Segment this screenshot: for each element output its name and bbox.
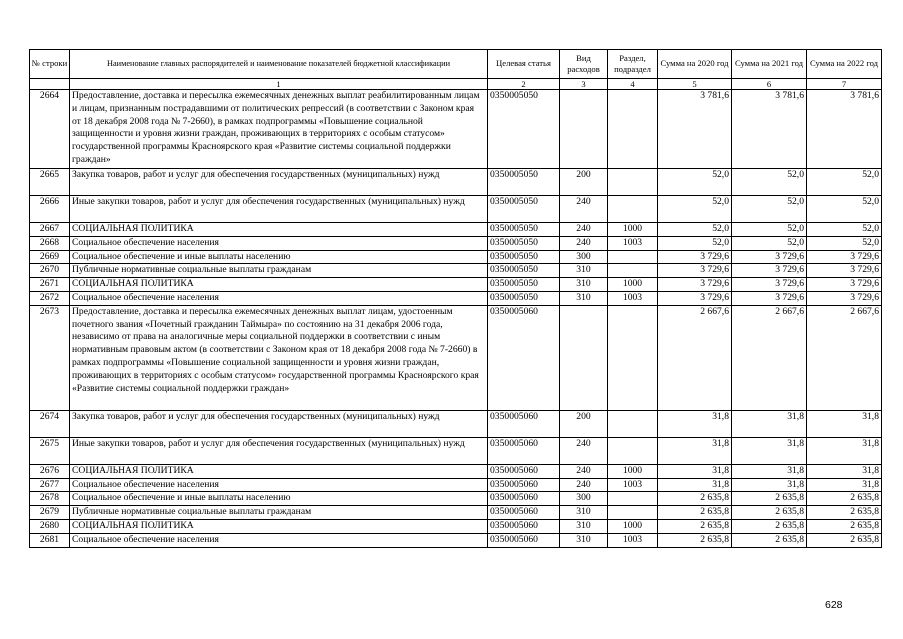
row-name: Социальное обеспечение населения xyxy=(70,533,488,547)
row-number: 2680 xyxy=(30,519,70,533)
row-sum-2020: 2 635,8 xyxy=(658,533,732,547)
row-sum-2022: 2 635,8 xyxy=(807,506,882,520)
row-section xyxy=(608,437,658,464)
row-sum-2021: 2 635,8 xyxy=(732,519,807,533)
table-body xyxy=(30,90,882,548)
column-number: 1 xyxy=(70,79,488,90)
row-name: СОЦИАЛЬНАЯ ПОЛИТИКА xyxy=(70,519,488,533)
row-section xyxy=(608,492,658,506)
row-name: СОЦИАЛЬНАЯ ПОЛИТИКА xyxy=(70,223,488,237)
row-target-code: 0350005050 xyxy=(488,196,560,223)
row-sum-2021: 52,0 xyxy=(732,223,807,237)
row-expense-type: 240 xyxy=(560,464,608,478)
row-name: Социальное обеспечение населения xyxy=(70,291,488,305)
row-sum-2020: 31,8 xyxy=(658,437,732,464)
row-sum-2020: 52,0 xyxy=(658,169,732,196)
row-sum-2020: 2 635,8 xyxy=(658,492,732,506)
row-number: 2675 xyxy=(30,437,70,464)
row-section xyxy=(608,169,658,196)
row-sum-2022: 3 729,6 xyxy=(807,278,882,292)
row-expense-type: 200 xyxy=(560,169,608,196)
row-number: 2679 xyxy=(30,506,70,520)
row-number: 2674 xyxy=(30,410,70,437)
row-sum-2022: 31,8 xyxy=(807,464,882,478)
row-number: 2672 xyxy=(30,291,70,305)
row-target-code: 0350005060 xyxy=(488,478,560,492)
row-expense-type: 310 xyxy=(560,506,608,520)
row-sum-2020: 3 781,6 xyxy=(658,90,732,169)
table-row xyxy=(30,264,882,278)
row-sum-2021: 2 667,6 xyxy=(732,305,807,410)
row-expense-type: 200 xyxy=(560,410,608,437)
column-number-empty xyxy=(30,79,70,90)
row-sum-2022: 3 729,6 xyxy=(807,250,882,264)
row-name: Иные закупки товаров, работ и услуг для обеспечения государственных (муниципальных) нужд xyxy=(70,437,488,464)
column-number: 7 xyxy=(807,79,882,90)
header-row-no: № строки xyxy=(30,50,70,79)
table-row xyxy=(30,437,882,464)
column-number-row xyxy=(30,79,882,90)
header-section: Раздел, подраздел xyxy=(608,50,658,79)
row-section: 1003 xyxy=(608,236,658,250)
row-number: 2669 xyxy=(30,250,70,264)
row-sum-2021: 2 635,8 xyxy=(732,533,807,547)
row-expense-type: 240 xyxy=(560,437,608,464)
row-sum-2020: 52,0 xyxy=(658,196,732,223)
row-sum-2020: 31,8 xyxy=(658,464,732,478)
row-name: Социальное обеспечение населения xyxy=(70,478,488,492)
row-target-code: 0350005060 xyxy=(488,492,560,506)
row-sum-2021: 52,0 xyxy=(732,169,807,196)
row-target-code: 0350005060 xyxy=(488,519,560,533)
table-row xyxy=(30,410,882,437)
row-expense-type: 240 xyxy=(560,196,608,223)
row-sum-2022: 2 635,8 xyxy=(807,533,882,547)
row-target-code: 0350005060 xyxy=(488,410,560,437)
row-section xyxy=(608,305,658,410)
row-sum-2020: 2 635,8 xyxy=(658,519,732,533)
row-name: Социальное обеспечение и иные выплаты населению xyxy=(70,492,488,506)
row-expense-type: 310 xyxy=(560,519,608,533)
row-sum-2021: 31,8 xyxy=(732,464,807,478)
row-target-code: 0350005050 xyxy=(488,169,560,196)
row-expense-type: 310 xyxy=(560,278,608,292)
row-number: 2665 xyxy=(30,169,70,196)
row-expense-type: 310 xyxy=(560,533,608,547)
table-row xyxy=(30,196,882,223)
row-sum-2020: 3 729,6 xyxy=(658,264,732,278)
row-target-code: 0350005060 xyxy=(488,305,560,410)
row-sum-2022: 31,8 xyxy=(807,410,882,437)
row-name: СОЦИАЛЬНАЯ ПОЛИТИКА xyxy=(70,278,488,292)
row-target-code: 0350005050 xyxy=(488,291,560,305)
row-sum-2021: 3 729,6 xyxy=(732,291,807,305)
row-sum-2020: 3 729,6 xyxy=(658,291,732,305)
row-sum-2020: 31,8 xyxy=(658,478,732,492)
row-target-code: 0350005050 xyxy=(488,278,560,292)
table-row xyxy=(30,464,882,478)
row-sum-2022: 52,0 xyxy=(807,223,882,237)
row-number: 2677 xyxy=(30,478,70,492)
row-sum-2020: 2 667,6 xyxy=(658,305,732,410)
row-name: Социальное обеспечение и иные выплаты населению xyxy=(70,250,488,264)
row-name: Социальное обеспечение населения xyxy=(70,236,488,250)
row-sum-2022: 2 667,6 xyxy=(807,305,882,410)
table-row xyxy=(30,278,882,292)
row-expense-type: 240 xyxy=(560,478,608,492)
row-expense-type: 300 xyxy=(560,250,608,264)
row-target-code: 0350005050 xyxy=(488,236,560,250)
budget-table xyxy=(29,49,882,548)
row-target-code: 0350005060 xyxy=(488,533,560,547)
table-row xyxy=(30,250,882,264)
row-section: 1000 xyxy=(608,519,658,533)
row-sum-2022: 3 729,6 xyxy=(807,291,882,305)
row-section: 1003 xyxy=(608,478,658,492)
row-sum-2021: 2 635,8 xyxy=(732,492,807,506)
row-name: Предоставление, доставка и пересылка ежемесячных денежных выплат лицам, удостоенным почетного звания «Почетный гражданин Таймыра» по состоянию на 31 декабря 2006 года, независимо от права на аналогичные меры социальной поддержки в соответствии с иным нормативным правовым актом (в соответствии с Законом края от 18 декабря 2008 года № 7-2660) в рамках подпрограммы «Повышение социальной защищенности и уровня жизни граждан, проживающих в территориях с особым статусом» государственной программы Красноярского края «Развитие системы социальной поддержки граждан» xyxy=(70,305,488,410)
row-name: Публичные нормативные социальные выплаты гражданам xyxy=(70,506,488,520)
row-sum-2022: 3 781,6 xyxy=(807,90,882,169)
row-sum-2020: 2 635,8 xyxy=(658,506,732,520)
row-sum-2020: 3 729,6 xyxy=(658,250,732,264)
row-sum-2021: 3 729,6 xyxy=(732,250,807,264)
row-sum-2021: 2 635,8 xyxy=(732,506,807,520)
row-sum-2021: 31,8 xyxy=(732,410,807,437)
row-sum-2021: 3 729,6 xyxy=(732,278,807,292)
row-sum-2021: 3 729,6 xyxy=(732,264,807,278)
row-expense-type xyxy=(560,90,608,169)
row-sum-2022: 31,8 xyxy=(807,478,882,492)
row-number: 2681 xyxy=(30,533,70,547)
table-row xyxy=(30,90,882,169)
row-target-code: 0350005050 xyxy=(488,223,560,237)
row-sum-2020: 52,0 xyxy=(658,236,732,250)
row-expense-type: 240 xyxy=(560,223,608,237)
row-sum-2020: 52,0 xyxy=(658,223,732,237)
row-expense-type: 240 xyxy=(560,236,608,250)
row-sum-2020: 31,8 xyxy=(658,410,732,437)
row-section: 1000 xyxy=(608,464,658,478)
column-number: 6 xyxy=(732,79,807,90)
row-section xyxy=(608,410,658,437)
row-sum-2020: 3 729,6 xyxy=(658,278,732,292)
row-section: 1003 xyxy=(608,291,658,305)
row-sum-2022: 2 635,8 xyxy=(807,492,882,506)
table-row xyxy=(30,236,882,250)
row-sum-2022: 52,0 xyxy=(807,196,882,223)
row-expense-type: 310 xyxy=(560,264,608,278)
column-number: 4 xyxy=(608,79,658,90)
row-section xyxy=(608,264,658,278)
row-sum-2021: 31,8 xyxy=(732,437,807,464)
table-row xyxy=(30,478,882,492)
header-sum-2022: Сумма на 2022 год xyxy=(807,50,882,79)
header-expense-type: Вид расходов xyxy=(560,50,608,79)
row-sum-2022: 2 635,8 xyxy=(807,519,882,533)
row-expense-type: 310 xyxy=(560,291,608,305)
row-number: 2670 xyxy=(30,264,70,278)
column-number: 5 xyxy=(658,79,732,90)
header-sum-2020: Сумма на 2020 год xyxy=(658,50,732,79)
row-sum-2021: 3 781,6 xyxy=(732,90,807,169)
row-number: 2676 xyxy=(30,464,70,478)
row-number: 2668 xyxy=(30,236,70,250)
row-section xyxy=(608,196,658,223)
table-row xyxy=(30,506,882,520)
column-number: 2 xyxy=(488,79,560,90)
header-sum-2021: Сумма на 2021 год xyxy=(732,50,807,79)
table-row xyxy=(30,291,882,305)
row-number: 2664 xyxy=(30,90,70,169)
row-target-code: 0350005050 xyxy=(488,90,560,169)
row-target-code: 0350005050 xyxy=(488,264,560,278)
row-target-code: 0350005060 xyxy=(488,506,560,520)
table-row xyxy=(30,492,882,506)
row-section: 1003 xyxy=(608,533,658,547)
row-name: Иные закупки товаров, работ и услуг для обеспечения государственных (муниципальных) нужд xyxy=(70,196,488,223)
row-target-code: 0350005050 xyxy=(488,250,560,264)
row-number: 2678 xyxy=(30,492,70,506)
row-name: Предоставление, доставка и пересылка ежемесячных денежных выплат реабилитированным лицам и лицам, признанным пострадавшими от политических репрессий (в соответствии с Законом края от 18 декабря 2008 года № 7-2660), в рамках подпрограммы «Повышение социальной защищенности и уровня жизни граждан, проживающих в территориях с особым статусом» государственной программы Красноярского края «Развитие системы социальной поддержки граждан» xyxy=(70,90,488,169)
row-section xyxy=(608,506,658,520)
row-expense-type xyxy=(560,305,608,410)
header-name: Наименование главных распорядителей и наименование показателей бюджетной классификации xyxy=(70,50,488,79)
table-row xyxy=(30,305,882,410)
header-row xyxy=(30,50,882,79)
row-sum-2021: 52,0 xyxy=(732,236,807,250)
page-number: 628 xyxy=(825,599,843,611)
row-sum-2021: 31,8 xyxy=(732,478,807,492)
row-name: Закупка товаров, работ и услуг для обеспечения государственных (муниципальных) нужд xyxy=(70,410,488,437)
row-number: 2671 xyxy=(30,278,70,292)
row-sum-2022: 52,0 xyxy=(807,169,882,196)
row-target-code: 0350005060 xyxy=(488,464,560,478)
row-section xyxy=(608,90,658,169)
row-number: 2666 xyxy=(30,196,70,223)
row-expense-type: 300 xyxy=(560,492,608,506)
row-section: 1000 xyxy=(608,223,658,237)
row-sum-2022: 52,0 xyxy=(807,236,882,250)
row-sum-2022: 31,8 xyxy=(807,437,882,464)
table-row xyxy=(30,519,882,533)
table-row xyxy=(30,533,882,547)
header-target: Целевая статья xyxy=(488,50,560,79)
row-name: СОЦИАЛЬНАЯ ПОЛИТИКА xyxy=(70,464,488,478)
table-row xyxy=(30,223,882,237)
row-sum-2022: 3 729,6 xyxy=(807,264,882,278)
row-name: Публичные нормативные социальные выплаты гражданам xyxy=(70,264,488,278)
row-section xyxy=(608,250,658,264)
row-target-code: 0350005060 xyxy=(488,437,560,464)
row-name: Закупка товаров, работ и услуг для обеспечения государственных (муниципальных) нужд xyxy=(70,169,488,196)
table-row xyxy=(30,169,882,196)
row-number: 2673 xyxy=(30,305,70,410)
row-sum-2021: 52,0 xyxy=(732,196,807,223)
column-number: 3 xyxy=(560,79,608,90)
row-section: 1000 xyxy=(608,278,658,292)
row-number: 2667 xyxy=(30,223,70,237)
